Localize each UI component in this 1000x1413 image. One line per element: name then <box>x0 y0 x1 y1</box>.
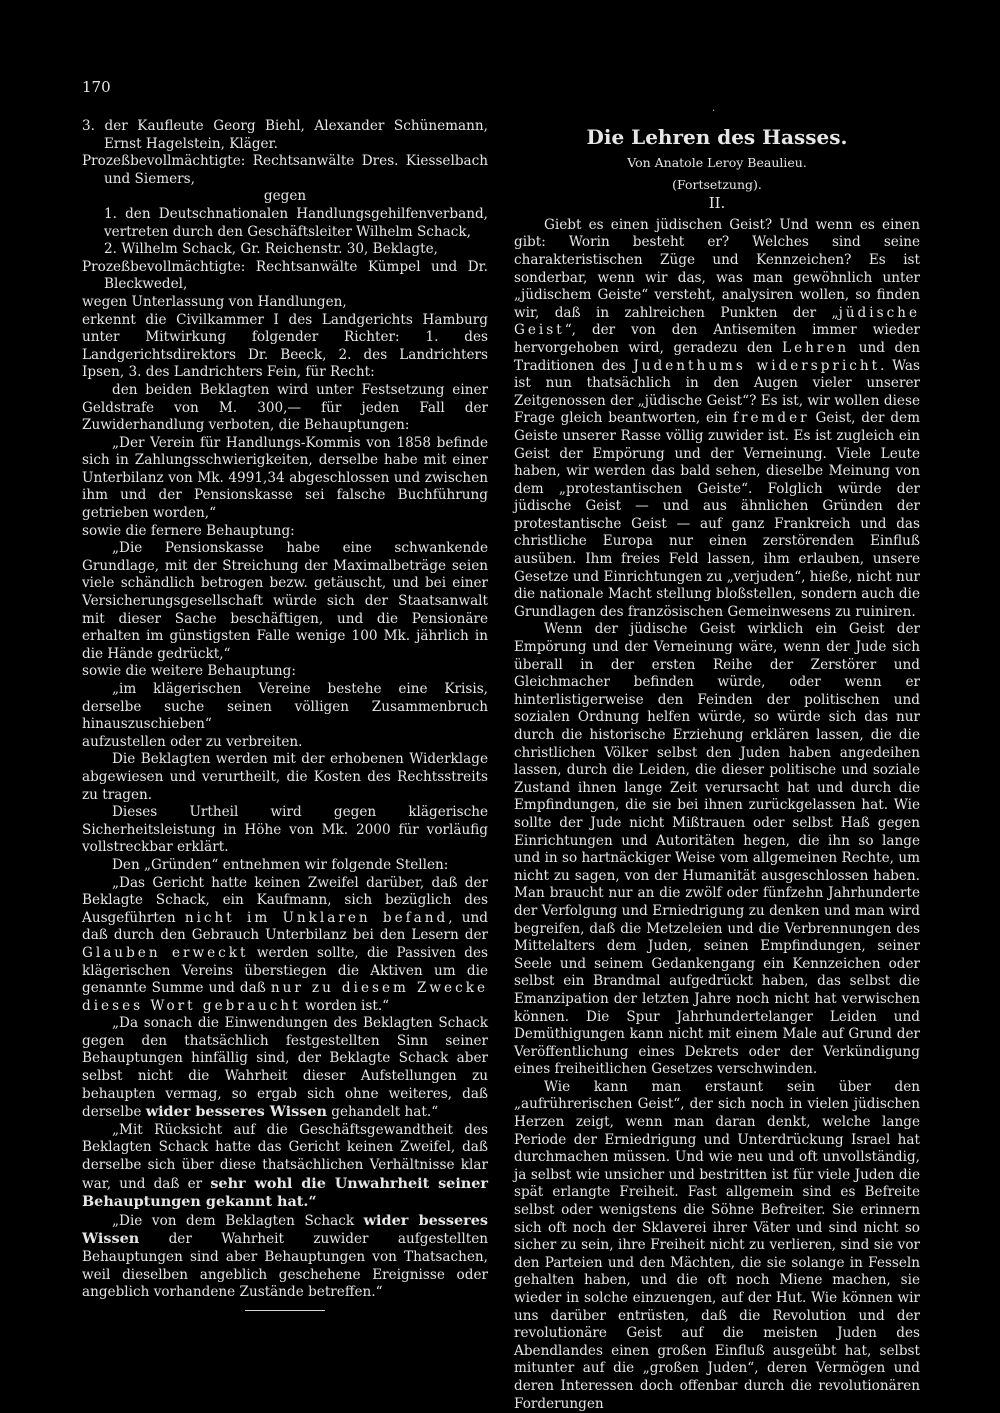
quoted-claim-3: „im klägerischen Vereine bestehe eine Krisis, derselbe suche seinen völligen Zusammenbruch hinauszuschieben“ <box>82 681 488 733</box>
page-number: 170 <box>82 78 111 96</box>
article-title: Die Lehren des Hasses. <box>586 125 848 149</box>
paragraph-1-part-a: Giebt es einen jüdischen Geist? Und wenn es einen gibt: Worin besteht er? Welches sind seine charakteristischen Züge und Kennzeichen? Es ist sonderbar, wenn wir das, was man gewöhnlich unter „jüdischem Geiste“ versteht, analysiren wollen, so finden wir, daß in zahlreichen Punkten der „ <box>514 216 920 321</box>
reason-1-part-g: worden ist.“ <box>300 997 390 1014</box>
sowie-line-2: sowie die weitere Behauptung: <box>82 663 296 680</box>
reason-1-spaced-a: nicht im Unklaren befand <box>184 909 449 926</box>
quoted-claim-1: „Der Verein für Handlungs-Kommis von 1858 befinde sich in Zahlungsschwierigkeiten, derselbe habe mit einer Unterbilanz von Mk. 4991,34 abgeschlossen und zwischen ihm und der Pensionskasse sei falsche Buchführung getrieben worden,“ <box>82 434 488 522</box>
subject-line: wegen Unterlassung von Handlungen, <box>82 293 347 310</box>
paragraph-1-part-g: . Was ist nun thatsächlich in den Augen vieler unserer Zeitgenossen der „jüdische Geist“? Es ist, wir wollen diese Frage gleich beantworten, ein <box>514 357 921 427</box>
reason-3-bold: sehr wohl die Unwahrheit seiner Behauptungen gekannt hat.“ <box>82 1174 488 1211</box>
article-paragraph-2: Wenn der jüdische Geist wirklich ein Geist der Empörung und der Verneinung wäre, wenn der Jude sich überall in der ersten Reihe der Zerstörer und Gleichmacher befinden würde, oder wenn er hinterlistigerweise den Feinden der politischen und sozialen Ordnung helfen würde, so würde sich das nur durch die historische Erziehung erklären lassen, die die christlichen Völker selbst den Juden haben angedeihen lassen, durch die Leiden, die dieser politische und soziale Zustand ihnen lange Zeit verursacht hat und durch die Empfindungen, die sie bei ihnen zurückgelassen hat. Wie sollte der Jude nicht Mißtrauen oder selbst Haß gegen Einrichtungen und Autoritäten hegen, die ihn so lange und in so hartnäckiger Weise vom allgemeinen Rechte, um nicht zu sagen, von der Humanität ausgeschlossen haben. Man braucht nur an die zwölf oder fünfzehn Jahrhunderte der Verfolgung und Erniedrigung zu denken und man wird begreifen, daß die Metzeleien und die Verbrennungen des Mittelalters dem Juden, seinen Empfindungen, seiner Seele und seinem Gedankengang ein Kennzeichen oder selbst ein Brandmal aufgedrückt haben, das selbst die Emanzipation der letzten Jahre noch nicht hat verwischen können. Die Spur Jahrhundertelanger Leiden und Demüthigungen kann nicht mit einem Male auf Grund der Veröffentlichung eines Dekrets oder der Verkündigung eines freiheitlichen Gesetzes verschwinden. <box>514 621 920 1078</box>
reason-1-spaced-b: Glauben erweckt <box>82 944 249 961</box>
reasons-intro: Den „Gründen“ entnehmen wir folgende Stellen: <box>112 856 449 873</box>
article-byline: Von Anatole Leroy Beaulieu. <box>627 155 807 170</box>
reason-4-part-c: der Wahrheit zuwider aufgestellten Behauptungen sind aber Behauptungen von Thatsachen, weil dieselben angeblich geschehene Ereignisse oder angeblich vorhandene Zustände betreffen.“ <box>82 1231 488 1301</box>
reason-3 <box>82 1122 488 1212</box>
left-column <box>82 118 488 1311</box>
quoted-claim-2: „Die Pensionskasse habe eine schwankende Grundlage, mit der Streichung der Maximalbeträge seien viele schändlich betrogen bezw. getäuscht, und bei einer Versicherungsgesellschaft würde sich der Staatsanwalt mit dieser Sache beschäftigen, und die Pensionäre erhalten im günstigsten Falle wenige 100 Mk. jährlich in die Hände gedrückt,“ <box>82 540 488 662</box>
article-paragraph-3: Wie kann man erstaunt sein über den „aufrührerischen Geist“, der sich noch in vielen jüdischen Herzen zeigt, wenn man daran denkt, welche lange Periode der Erniedrigung und Unterdrückung Israel hat durchmachen müssen. Und wie neu und oft unvollständig, ja selbst wie unsicher und bestritten ist für viele Juden die spät erlangte Freiheit. Fast allgemein sind es Befreite selbst oder wenigstens die Söhne Befreiter. Sie erinnern sich oft noch der Sklaverei ihrer Väter und sind nicht so sicher zu sein, ihre Freiheit nicht zu verlieren, sind sie vor den Parteien und den Mächten, die sie solange in Fesseln gehalten haben, und die oft noch Miene machen, sie wieder in solche einzuengen, auf der Hut. Wie können wir uns darüber entrüsten, daß die Revolution und der revolutionäre Geist auf die meisten Juden des Abendlandes einen großen Einfluß ausgeübt hat, selbst mitunter auf die „großen Juden“, deren Vermögen und deren Interessen doch offenbar durch die revolutionären Forderungen <box>514 1078 920 1412</box>
plaintiff-item-3: 3. der Kaufleute Georg Biehl, Alexander Schünemann, Ernst Hagelstein, Kläger. <box>82 118 488 152</box>
sowie-line-1: sowie die fernere Behauptung: <box>82 522 295 539</box>
reason-2-part-c: gehandelt hat.“ <box>326 1104 439 1121</box>
reason-4-part-a: „Die von dem Beklagten Schack <box>112 1212 364 1229</box>
paragraph-1-spaced-a: jüdische Geist <box>514 304 920 339</box>
reason-1-part-c: , und daß durch den Gebrauch Unterbilanz bei den Lesern der <box>82 909 488 944</box>
defendant-counsel: Prozeßbevollmächtigte: Rechtsanwälte Kümpel und Dr. Bleckwedel, <box>82 258 488 293</box>
reason-2-bold: wider besseres Wissen <box>145 1103 327 1121</box>
reason-1-part-a: „Das Gericht hatte keinen Zweifel darüber, daß der Beklagte Schack, ein Kaufmann, sich bezüglich des Ausgeführten <box>82 874 488 926</box>
paragraph-1-spaced-c: Judenthums widerspricht <box>633 357 881 374</box>
quoted-claim-3-end: aufzustellen oder zu verbreiten. <box>82 733 303 750</box>
defendant-1: 1. den Deutschnationalen Handlungsgehilfenverband, vertreten durch den Geschäftsleiter Wilhelm Schack, <box>104 205 488 240</box>
continuation-note: (Fortsetzung). <box>672 176 762 192</box>
reason-2 <box>82 1015 488 1122</box>
paragraph-1-part-c: “, der von den Antisemiten immer wieder hervorgehoben wird, geradezu den <box>514 322 920 356</box>
right-column <box>514 118 920 1413</box>
paragraph-1-spaced-b: Lehren <box>782 339 850 356</box>
verdict-paragraph: den beiden Beklagten wird unter Festsetzung einer Geldstrafe von M. 300,— für jeden Fall der Zuwiderhandlung verboten, die Behauptungen: <box>82 381 488 434</box>
paragraph-1-part-i: Geist, der dem Geiste unserer Rasse völlig zuwider ist. Es ist zugleich ein Geist der Empörung und der Verneinung. Viele Leute haben, wir werden das bald sehen, dieselbe Meinung von dem „protestantischen Geiste“. Folglich würde der jüdische Geist — und aus ähnlichen Gründen der protestantische Geist — auf ganz Frankreich und das christliche Europa nur einen zerstörenden Einfluß ausüben. Ihm freies Feld lassen, ihm erlauben, unsere Gesetze und Einrichtungen zu „verjuden“, hieße, nicht nur die nationale Macht stellung bloßstellen, sondern auch die Grundlagen des französischen Gemeinwesens zu ruiniren. <box>514 410 920 620</box>
reason-1 <box>82 875 488 1016</box>
defendant-2: 2. Wilhelm Schack, Gr. Reichenstr. 30, Beklagte, <box>104 241 438 258</box>
plaintiff-counsel: Prozeßbevollmächtigte: Rechtsanwälte Dres. Kiesselbach und Siemers, <box>82 153 488 187</box>
reason-4 <box>82 1212 488 1302</box>
section-number: II. <box>708 194 726 213</box>
court-line: erkennt die Civilkammer I des Landgerichts Hamburg unter Mitwirkung folgender Richter: 1. des Landgerichtsdirektors Dr. Beeck, 2. des Landrichters Ipsen, 3. des Landrichters Fein, für Recht: <box>82 311 488 381</box>
gegen-line: gegen <box>263 188 307 205</box>
reason-4-bold: wider besseres Wissen <box>82 1211 488 1248</box>
paragraph-1-part-e: und den Traditionen des <box>514 339 920 374</box>
enforcement-paragraph: Dieses Urtheil wird gegen klägerische Sicherheitsleistung in Höhe von Mk. 2000 für vorläufig vollstreckbar erklärt. <box>82 804 488 856</box>
counterclaim-paragraph: Die Beklagten werden mit der erhobenen Widerklage abgewiesen und verurtheilt, die Kosten des Rechtsstreits zu tragen. <box>82 751 488 803</box>
reason-3-part-a: „Mit Rücksicht auf die Geschäftsgewandtheit des Beklagten Schack hatte das Gericht keinen Zweifel, daß derselbe sich über diese thatsächlichen Verhältnisse klar war, und daß er <box>82 1121 488 1192</box>
paragraph-1-spaced-d: fremder <box>732 410 810 427</box>
reason-2-part-a: „Da sonach die Einwendungen des Beklagten Schack gegen den thatsächlich festgestellten Sinn seiner Behauptungen hinfällig sind, der Beklagte Schack aber selbst nicht die Wahrheit dieser Aufstellungen zu behaupten vermag, so ergab sich ohne weiteres, daß derselbe <box>82 1015 488 1121</box>
article-paragraph-1 <box>514 217 920 622</box>
closing-rule <box>245 1310 325 1311</box>
reason-1-spaced-c: nur zu diesem Zwecke dieses Wort gebraucht <box>82 980 488 1014</box>
print-speck: . <box>712 103 716 114</box>
reason-1-part-e: werden sollte, die Passiven des klägerischen Vereins überstiegen die Aktiven um die genannte Summe und daß <box>82 944 488 997</box>
